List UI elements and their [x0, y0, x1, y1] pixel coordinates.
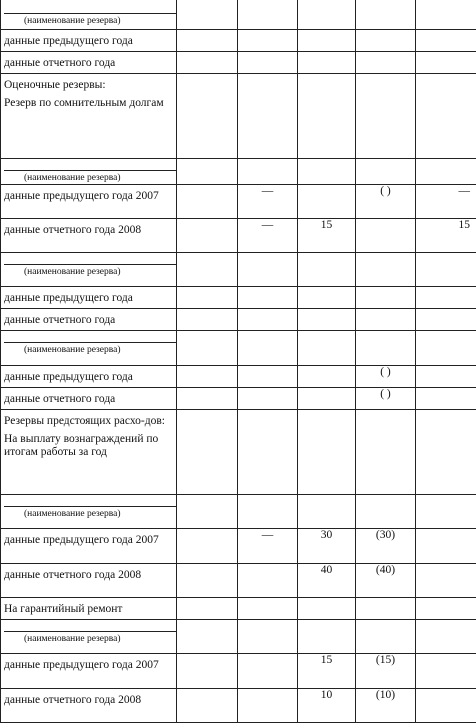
value-cell-c1 [177, 331, 238, 366]
row-label-cell [1, 185, 177, 219]
value-cell-c3 [298, 30, 356, 52]
reserve-name-caption: (наименование резерва) [4, 506, 177, 520]
value-cell-c4 [356, 598, 416, 620]
row-label-cell [1, 564, 177, 598]
value-cell-c5: — [416, 185, 476, 219]
value-cell-c1 [177, 185, 238, 219]
value-cell-c4 [356, 30, 416, 52]
row-label-cell [1, 74, 177, 159]
value-cell-c5 [416, 331, 476, 366]
value-cell-c5 [416, 30, 476, 52]
table-row [1, 185, 476, 219]
value-cell-c5 [416, 620, 476, 654]
value-cell-c3 [298, 366, 356, 388]
value-cell-c5 [416, 564, 476, 598]
table-row [1, 253, 476, 287]
reserve-name-caption: (наименование резерва) [4, 170, 177, 184]
row-label-cell [1, 253, 177, 287]
row-label-cell [1, 287, 177, 309]
value-cell-c3 [298, 388, 356, 410]
value-cell-c5 [416, 52, 476, 74]
value-cell-c4: (15) [356, 654, 416, 689]
value-cell-c1 [177, 159, 238, 185]
value-cell-c2 [238, 689, 298, 723]
table-row [1, 388, 476, 410]
value-cell-c1 [177, 74, 238, 159]
row-label-cell [1, 30, 177, 52]
value-cell-c2 [238, 0, 298, 30]
value-cell-c1 [177, 309, 238, 331]
row-label: данные предыдущего года [4, 287, 173, 305]
value-cell-c4 [356, 52, 416, 74]
value-cell-c5 [416, 410, 476, 495]
value-cell-c4 [356, 309, 416, 331]
table-row [1, 366, 476, 388]
row-label-cell [1, 388, 177, 410]
table-row [1, 495, 476, 529]
table-row [1, 309, 476, 331]
value-cell-c3: 15 [298, 654, 356, 689]
value-cell-c2: — [238, 185, 298, 219]
value-cell-c5 [416, 529, 476, 564]
value-cell-c1 [177, 366, 238, 388]
value-cell-c3 [298, 0, 356, 30]
value-cell-c4 [356, 410, 416, 495]
value-cell-c4 [356, 74, 416, 159]
value-cell-c2 [238, 287, 298, 309]
row-label-cell [1, 309, 177, 331]
reserve-name-caption: (наименование резерва) [4, 631, 177, 645]
row-label: данные отчетного года [4, 388, 173, 406]
value-cell-c2 [238, 410, 298, 495]
value-cell-c4 [356, 253, 416, 287]
value-cell-c2 [238, 30, 298, 52]
value-cell-c3 [298, 309, 356, 331]
value-cell-c5 [416, 309, 476, 331]
table-row [1, 30, 476, 52]
row-label: данные предыдущего года [4, 366, 173, 384]
value-cell-c5: 15 [416, 219, 476, 253]
row-label: данные отчетного года 2008 [4, 219, 173, 237]
table-row [1, 410, 476, 495]
table-row [1, 287, 476, 309]
row-label: данные предыдущего года [4, 30, 173, 48]
value-cell-c1 [177, 564, 238, 598]
value-cell-c3: 10 [298, 689, 356, 723]
value-cell-c2: — [238, 529, 298, 564]
value-cell-c3: 40 [298, 564, 356, 598]
value-cell-c2 [238, 253, 298, 287]
row-label: данные отчетного года 2008 [4, 689, 173, 707]
table-row [1, 159, 476, 185]
row-label: данные предыдущего года 2007 [4, 185, 173, 203]
row-label-cell [1, 654, 177, 689]
table-row [1, 564, 476, 598]
value-cell-c2 [238, 654, 298, 689]
value-cell-c4 [356, 620, 416, 654]
row-label: данные отчетного года [4, 52, 173, 70]
value-cell-c4 [356, 495, 416, 529]
value-cell-c3 [298, 253, 356, 287]
row-label: данные отчетного года 2008 [4, 564, 173, 582]
value-cell-c2 [238, 366, 298, 388]
value-cell-c2 [238, 74, 298, 159]
value-cell-c5 [416, 253, 476, 287]
value-cell-c4 [356, 331, 416, 366]
value-cell-c3 [298, 410, 356, 495]
table-row [1, 74, 476, 159]
value-cell-c3: 15 [298, 219, 356, 253]
table-row [1, 620, 476, 654]
value-cell-c3: 30 [298, 529, 356, 564]
value-cell-c2 [238, 564, 298, 598]
row-label-cell [1, 52, 177, 74]
reserve-name-caption: (наименование резерва) [4, 13, 177, 27]
row-label-cell [1, 620, 177, 654]
value-cell-c1 [177, 495, 238, 529]
value-cell-c4 [356, 287, 416, 309]
value-cell-c1 [177, 654, 238, 689]
row-label-cell [1, 366, 177, 388]
value-cell-c2 [238, 331, 298, 366]
value-cell-c5 [416, 598, 476, 620]
value-cell-c4: ( ) [356, 185, 416, 219]
value-cell-c5 [416, 689, 476, 723]
value-cell-c3 [298, 620, 356, 654]
value-cell-c4 [356, 159, 416, 185]
value-cell-c2 [238, 159, 298, 185]
value-cell-c1 [177, 529, 238, 564]
value-cell-c3 [298, 159, 356, 185]
row-label: данные отчетного года [4, 309, 173, 327]
value-cell-c2: — [238, 219, 298, 253]
value-cell-c1 [177, 689, 238, 723]
group-heading-line: На выплату вознаграждений по итогам работы за год [4, 433, 173, 459]
value-cell-c3 [298, 598, 356, 620]
value-cell-c5 [416, 495, 476, 529]
table-row [1, 529, 476, 564]
group-heading-line: Резерв по сомнительным долгам [4, 97, 173, 110]
table-row [1, 52, 476, 74]
row-label: На гарантийный ремонт [4, 598, 173, 616]
value-cell-c2 [238, 495, 298, 529]
row-label-cell [1, 495, 177, 529]
value-cell-c3 [298, 74, 356, 159]
reserve-name-caption: (наименование резерва) [4, 342, 177, 356]
value-cell-c1 [177, 598, 238, 620]
table-row [1, 689, 476, 723]
value-cell-c4 [356, 219, 416, 253]
value-cell-c3 [298, 185, 356, 219]
value-cell-c5 [416, 366, 476, 388]
value-cell-c2 [238, 52, 298, 74]
value-cell-c4: (10) [356, 689, 416, 723]
value-cell-c1 [177, 410, 238, 495]
row-label-cell [1, 219, 177, 253]
value-cell-c2 [238, 620, 298, 654]
value-cell-c4: (40) [356, 564, 416, 598]
row-label-cell [1, 0, 177, 30]
value-cell-c4: ( ) [356, 388, 416, 410]
row-label: данные предыдущего года 2007 [4, 654, 173, 672]
value-cell-c1 [177, 52, 238, 74]
value-cell-c2 [238, 598, 298, 620]
value-cell-c4: ( ) [356, 366, 416, 388]
value-cell-c1 [177, 620, 238, 654]
value-cell-c4 [356, 0, 416, 30]
value-cell-c5 [416, 0, 476, 30]
table-row [1, 219, 476, 253]
group-heading-line: Резервы предстоящих расхо-дов: [4, 415, 173, 428]
value-cell-c1 [177, 388, 238, 410]
value-cell-c1 [177, 253, 238, 287]
value-cell-c5 [416, 654, 476, 689]
row-label-cell [1, 529, 177, 564]
row-label-cell [1, 410, 177, 495]
value-cell-c1 [177, 219, 238, 253]
value-cell-c3 [298, 495, 356, 529]
value-cell-c1 [177, 287, 238, 309]
table-row [1, 0, 476, 30]
value-cell-c5 [416, 74, 476, 159]
value-cell-c2 [238, 309, 298, 331]
table-row [1, 598, 476, 620]
value-cell-c3 [298, 287, 356, 309]
value-cell-c3 [298, 52, 356, 74]
value-cell-c2 [238, 388, 298, 410]
value-cell-c1 [177, 0, 238, 30]
row-label-cell [1, 159, 177, 185]
group-heading-line: Оценочные резервы: [4, 79, 173, 92]
value-cell-c5 [416, 159, 476, 185]
value-cell-c4: (30) [356, 529, 416, 564]
value-cell-c3 [298, 331, 356, 366]
table-row [1, 331, 476, 366]
value-cell-c5 [416, 287, 476, 309]
table-row [1, 654, 476, 689]
row-label: данные предыдущего года 2007 [4, 529, 173, 547]
value-cell-c5 [416, 388, 476, 410]
row-label-cell [1, 598, 177, 620]
value-cell-c1 [177, 30, 238, 52]
reserve-name-caption: (наименование резерва) [4, 264, 177, 278]
row-label-cell [1, 331, 177, 366]
row-label-cell [1, 689, 177, 723]
